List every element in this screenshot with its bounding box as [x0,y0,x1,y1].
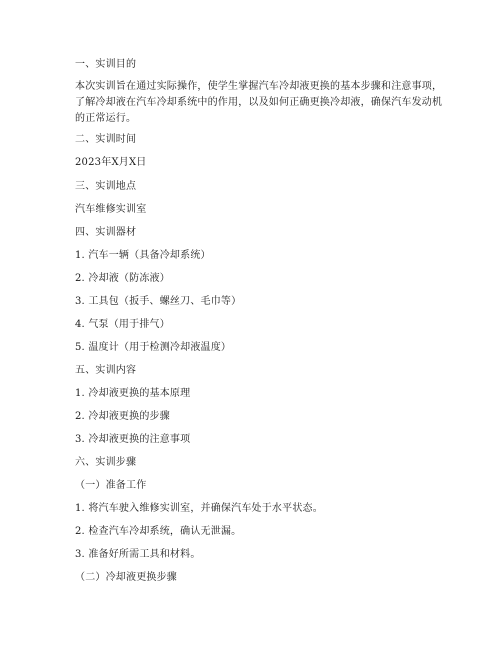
preparation-step: 3. 准备好所需工具和材料。 [75,549,201,560]
subheading-replacement-steps: （二）冷却液更换步骤 [75,572,177,583]
subheading-preparation: （一）准备工作 [75,480,147,491]
section-heading-equipment: 四、实训器材 [75,227,137,238]
preparation-step: 1. 将汽车驶入维修实训室，并确保汽车处于水平状态。 [75,503,323,514]
purpose-paragraph [75,79,443,127]
equipment-item: 5. 温度计（用于检测冷却液温度） [75,342,232,353]
content-item: 1. 冷却液更换的基本原理 [75,388,191,399]
equipment-item: 2. 冷却液（防冻液） [75,273,170,284]
training-time: 2023年X月X日 [75,157,147,168]
purpose-line: 本次实训旨在通过实际操作，使学生掌握汽车冷却液更换的基本步骤和注意事项， [75,81,443,92]
section-heading-content: 五、实训内容 [75,365,137,376]
equipment-item: 3. 工具包（扳手、螺丝刀、毛巾等） [75,296,242,307]
section-heading-purpose: 一、实训目的 [75,59,137,70]
purpose-line: 的正常运行。 [75,113,137,124]
training-location: 汽车维修实训室 [75,204,147,215]
equipment-item: 1. 汽车一辆（具备冷却系统） [75,250,211,261]
equipment-item: 4. 气泵（用于排气） [75,319,170,330]
content-item: 3. 冷却液更换的注意事项 [75,434,191,445]
preparation-step: 2. 检查汽车冷却系统，确认无泄漏。 [75,526,242,537]
section-heading-steps: 六、实训步骤 [75,457,137,468]
section-heading-time: 二、实训时间 [75,134,137,145]
section-heading-location: 三、实训地点 [75,181,137,192]
content-item: 2. 冷却液更换的步骤 [75,411,170,422]
purpose-line: 了解冷却液在汽车冷却系统中的作用，以及如何正确更换冷却液，确保汽车发动机 [75,97,443,108]
